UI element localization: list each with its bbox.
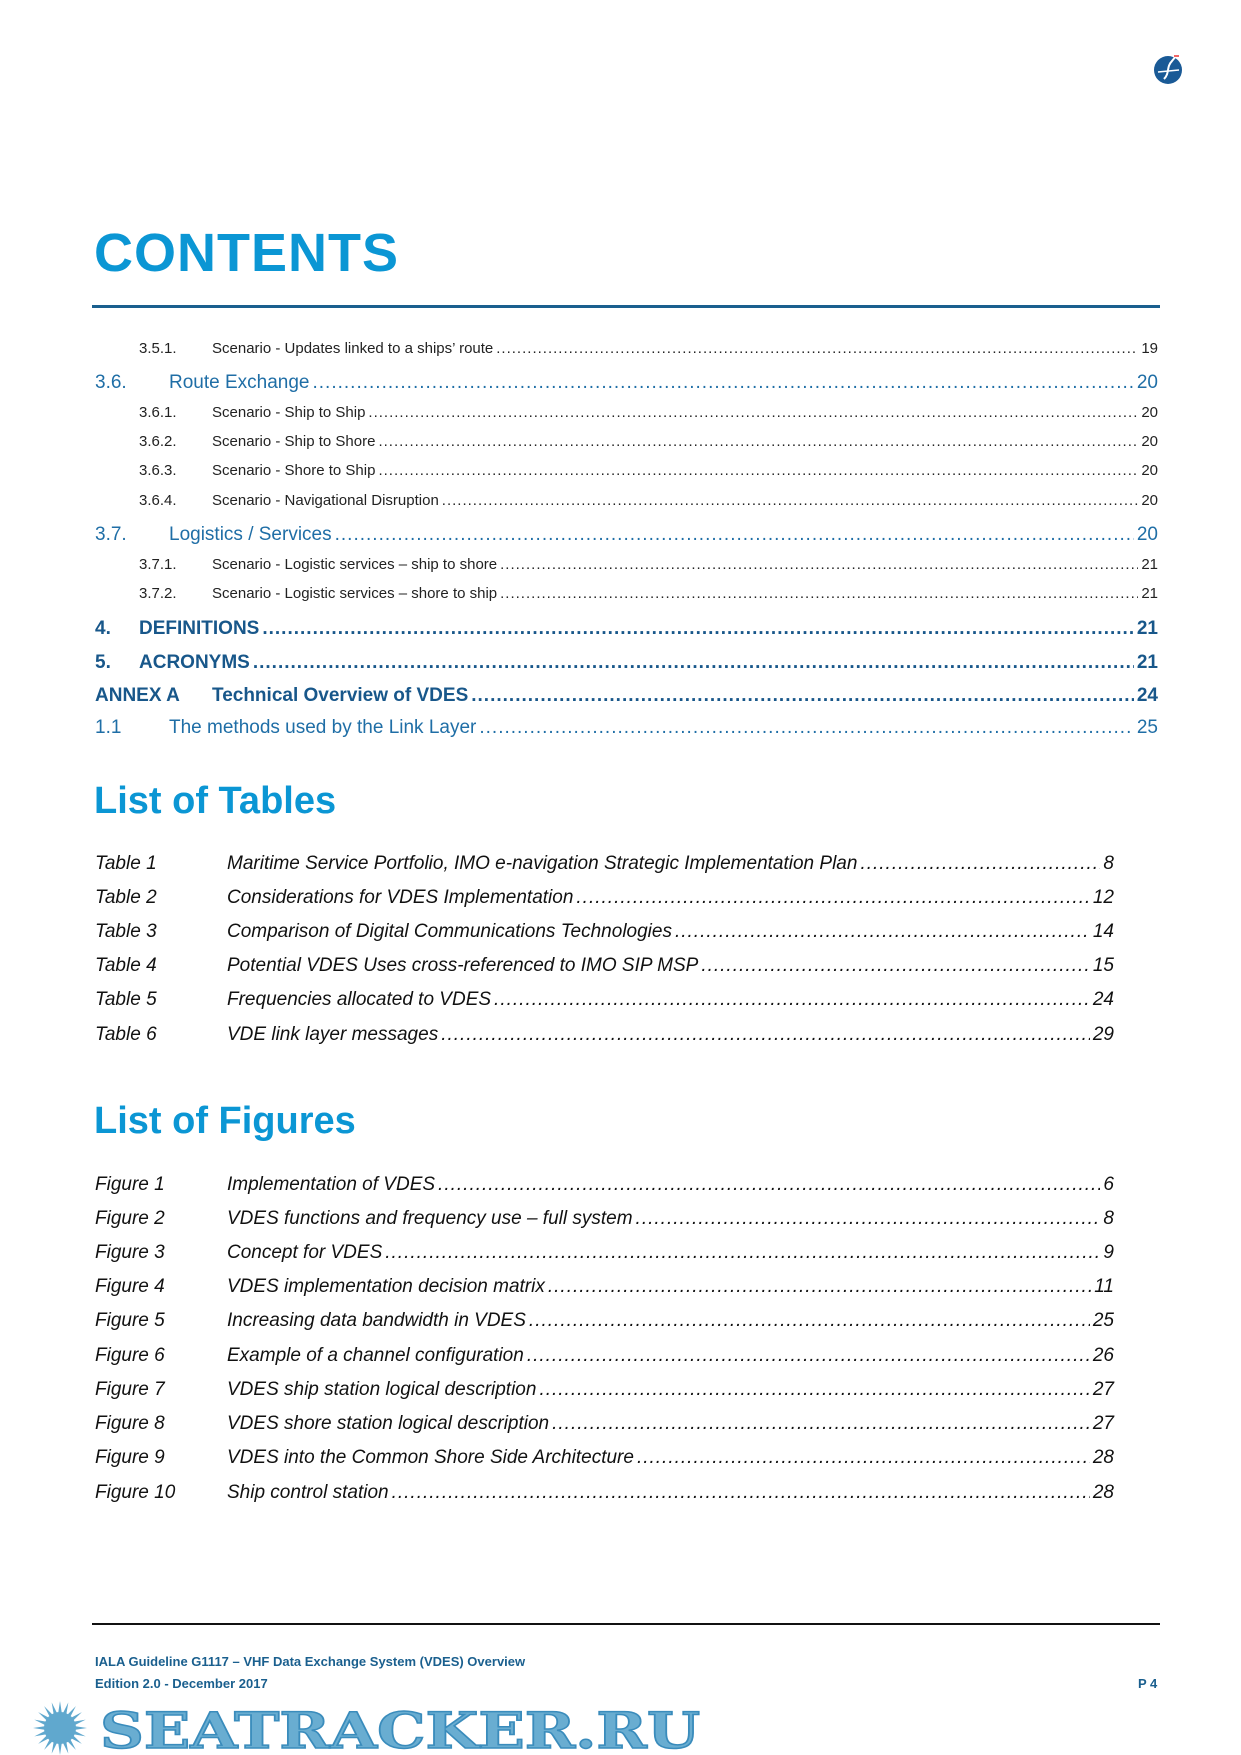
sun-ray xyxy=(58,1701,62,1714)
figure-list-entry[interactable] xyxy=(95,1379,1114,1401)
table-list-entry[interactable] xyxy=(95,887,1114,909)
leader-dots xyxy=(262,618,1134,640)
entry-number: 3.5.1. xyxy=(139,340,177,357)
figure-list-entry[interactable] xyxy=(95,1345,1114,1367)
toc-entry[interactable] xyxy=(139,404,1158,421)
entry-page-number: 8 xyxy=(1103,853,1114,874)
toc-entry[interactable] xyxy=(139,585,1158,602)
leader-dots xyxy=(529,1310,1090,1332)
sun-icon xyxy=(33,1701,87,1755)
leader-dots xyxy=(860,853,1100,875)
toc-entry[interactable] xyxy=(139,433,1158,450)
leader-dots xyxy=(438,1174,1100,1196)
leader-dots xyxy=(527,1345,1090,1367)
leader-dots xyxy=(576,887,1089,909)
leader-dots xyxy=(385,1242,1100,1264)
leader-dots xyxy=(496,340,1138,357)
entry-page-number: 24 xyxy=(1136,685,1158,706)
entry-title: Route Exchange xyxy=(169,372,310,393)
entry-number: 1.1 xyxy=(95,717,122,738)
sun-ray xyxy=(62,1741,68,1754)
figure-list-entry[interactable] xyxy=(95,1482,1114,1504)
entry-number: 3.6.3. xyxy=(139,462,177,479)
entry-page-number: 28 xyxy=(1092,1482,1114,1503)
sun-ray xyxy=(58,1742,62,1755)
entry-title: Logistics / Services xyxy=(169,524,332,545)
entry-number: Figure 7 xyxy=(95,1379,165,1400)
entry-title: Frequencies allocated to VDES xyxy=(227,989,492,1010)
toc-entry[interactable] xyxy=(139,340,1158,357)
entry-page-number: 9 xyxy=(1103,1242,1114,1263)
sun-ray xyxy=(70,1712,82,1721)
entry-title: Scenario - Navigational Disruption xyxy=(212,492,439,509)
entry-title: VDES functions and frequency use – full system xyxy=(227,1208,633,1229)
leader-dots xyxy=(548,1276,1091,1298)
leader-dots xyxy=(441,1024,1090,1046)
entry-page-number: 24 xyxy=(1092,989,1114,1010)
entry-number: Table 3 xyxy=(95,921,157,942)
toc-entry[interactable] xyxy=(139,492,1158,509)
leader-dots xyxy=(494,989,1090,1011)
entry-page-number: 27 xyxy=(1092,1413,1114,1434)
entry-title: Example of a channel configuration xyxy=(227,1345,524,1366)
figure-list-entry[interactable] xyxy=(95,1447,1114,1469)
entry-number: Table 5 xyxy=(95,989,157,1010)
entry-number: 5. xyxy=(95,652,111,673)
table-list-entry[interactable] xyxy=(95,921,1114,943)
entry-title: Technical Overview of VDES xyxy=(212,685,469,706)
figure-list-entry[interactable] xyxy=(95,1276,1114,1298)
entry-title: Scenario - Ship to Ship xyxy=(212,404,366,421)
entry-title: Scenario - Logistic services – ship to shore xyxy=(212,556,498,573)
footer-rule xyxy=(92,1623,1160,1625)
leader-dots xyxy=(675,921,1090,943)
entry-number: 3.7.2. xyxy=(139,585,177,602)
entry-page-number: 25 xyxy=(1092,1310,1114,1331)
sun-ray xyxy=(44,1738,53,1750)
entry-number: 3.6.4. xyxy=(139,492,177,509)
leader-dots xyxy=(392,1482,1090,1504)
sun-ray xyxy=(38,1712,50,1721)
entry-page-number: 20 xyxy=(1136,372,1158,393)
sun-ray xyxy=(52,1702,58,1715)
entry-number: ANNEX A xyxy=(95,685,180,706)
entry-title: Scenario - Ship to Shore xyxy=(212,433,376,450)
leader-dots xyxy=(368,404,1138,421)
entry-title: Comparison of Digital Communications Technologies xyxy=(227,921,672,942)
sun-ray xyxy=(73,1730,86,1736)
entry-page-number: 21 xyxy=(1141,585,1158,602)
entry-title: VDES implementation decision matrix xyxy=(227,1276,545,1297)
entry-number: 3.7.1. xyxy=(139,556,177,573)
leader-dots xyxy=(378,462,1138,479)
entry-page-number: 29 xyxy=(1092,1024,1114,1045)
table-list-entry[interactable] xyxy=(95,989,1114,1011)
entry-number: Table 1 xyxy=(95,853,157,874)
sun-ray xyxy=(62,1702,68,1715)
table-list-entry[interactable] xyxy=(95,853,1114,875)
sun-ray xyxy=(74,1726,87,1730)
toc-entry[interactable] xyxy=(95,652,1158,674)
entry-page-number: 21 xyxy=(1136,652,1158,673)
leader-dots xyxy=(552,1413,1090,1435)
sun-ray xyxy=(52,1741,58,1754)
sun-ray xyxy=(44,1706,53,1718)
entry-page-number: 20 xyxy=(1141,433,1158,450)
list-of-figures-heading: List of Figures xyxy=(94,1100,356,1142)
figure-list-entry[interactable] xyxy=(95,1413,1114,1435)
entry-number: Figure 5 xyxy=(95,1310,165,1331)
entry-number: Table 2 xyxy=(95,887,157,908)
figure-list-entry[interactable] xyxy=(95,1208,1114,1230)
leader-dots xyxy=(313,372,1134,394)
entry-title: ACRONYMS xyxy=(139,652,250,673)
entry-title: VDES ship station logical description xyxy=(227,1379,537,1400)
leader-dots xyxy=(701,955,1090,977)
entry-title: VDE link layer messages xyxy=(227,1024,439,1045)
contents-title: CONTENTS xyxy=(94,223,399,283)
toc-entry[interactable] xyxy=(95,717,1158,739)
footer-edition: Edition 2.0 - December 2017 xyxy=(95,1676,268,1691)
entry-title: VDES into the Common Shore Side Architecture xyxy=(227,1447,634,1468)
toc-entry[interactable] xyxy=(139,556,1158,573)
leader-dots xyxy=(253,652,1134,674)
entry-page-number: 21 xyxy=(1141,556,1158,573)
entry-title: Scenario - Shore to Ship xyxy=(212,462,376,479)
entry-title: Implementation of VDES xyxy=(227,1174,436,1195)
entry-number: Figure 10 xyxy=(95,1482,176,1503)
toc-entry[interactable] xyxy=(95,618,1158,640)
entry-page-number: 12 xyxy=(1092,887,1114,908)
entry-title: Scenario - Updates linked to a ships’ route xyxy=(212,340,494,357)
table-list-entry[interactable] xyxy=(95,1024,1114,1046)
entry-number: Figure 8 xyxy=(95,1413,165,1434)
entry-page-number: 11 xyxy=(1094,1276,1114,1297)
entry-number: Figure 1 xyxy=(95,1174,165,1195)
leader-dots xyxy=(636,1208,1101,1230)
entry-title: Concept for VDES xyxy=(227,1242,383,1263)
entry-title: Maritime Service Portfolio, IMO e-navigation Strategic Implementation Plan xyxy=(227,853,858,874)
sun-ray xyxy=(38,1735,50,1744)
entry-title: Potential VDES Uses cross-referenced to IMO SIP MSP xyxy=(227,955,699,976)
leader-dots xyxy=(471,685,1134,707)
entry-page-number: 20 xyxy=(1136,524,1158,545)
entry-page-number: 28 xyxy=(1092,1447,1114,1468)
title-rule xyxy=(92,305,1160,308)
seatracker-watermark xyxy=(0,1698,1241,1755)
entry-number: Figure 2 xyxy=(95,1208,165,1229)
entry-page-number: 19 xyxy=(1141,340,1158,357)
sun-ray xyxy=(33,1726,46,1730)
toc-entry[interactable] xyxy=(95,524,1158,546)
entry-title: Scenario - Logistic services – shore to ship xyxy=(212,585,498,602)
entry-number: 3.6. xyxy=(95,372,127,393)
sun-ray xyxy=(67,1706,76,1718)
entry-title: DEFINITIONS xyxy=(139,618,260,639)
leader-dots xyxy=(637,1447,1090,1469)
entry-page-number: 21 xyxy=(1136,618,1158,639)
entry-page-number: 8 xyxy=(1103,1208,1114,1229)
entry-page-number: 25 xyxy=(1136,717,1158,738)
leader-dots xyxy=(500,585,1138,602)
figure-list-entry[interactable] xyxy=(95,1310,1114,1332)
sun-ray xyxy=(34,1720,47,1726)
leader-dots xyxy=(335,524,1134,546)
entry-page-number: 6 xyxy=(1103,1174,1114,1195)
figure-list-entry[interactable] xyxy=(95,1174,1114,1196)
entry-number: 3.6.2. xyxy=(139,433,177,450)
sun-ray xyxy=(70,1735,82,1744)
sun-ray xyxy=(73,1720,86,1726)
figure-list-entry[interactable] xyxy=(95,1242,1114,1264)
entry-number: Figure 9 xyxy=(95,1447,165,1468)
entry-number: Table 4 xyxy=(95,955,157,976)
entry-number: Table 6 xyxy=(95,1024,157,1045)
leader-dots xyxy=(539,1379,1089,1401)
entry-page-number: 20 xyxy=(1141,492,1158,509)
entry-page-number: 14 xyxy=(1092,921,1114,942)
entry-page-number: 20 xyxy=(1141,462,1158,479)
entry-page-number: 26 xyxy=(1092,1345,1114,1366)
leader-dots xyxy=(442,492,1139,509)
toc-entry[interactable] xyxy=(139,462,1158,479)
entry-number: Figure 6 xyxy=(95,1345,165,1366)
toc-entry[interactable] xyxy=(95,685,1158,707)
footer-page-number: P 4 xyxy=(1138,1676,1158,1691)
entry-number: 3.7. xyxy=(95,524,127,545)
table-list-entry[interactable] xyxy=(95,955,1114,977)
entry-title: VDES shore station logical description xyxy=(227,1413,550,1434)
entry-page-number: 20 xyxy=(1141,404,1158,421)
leader-dots xyxy=(500,556,1138,573)
entry-number: 4. xyxy=(95,618,111,639)
iala-logo-icon xyxy=(1152,53,1184,85)
entry-title: Increasing data bandwidth in VDES xyxy=(227,1310,526,1331)
sun-ray xyxy=(34,1730,47,1736)
entry-number: Figure 4 xyxy=(95,1276,165,1297)
list-of-tables-heading: List of Tables xyxy=(94,780,337,822)
leader-dots xyxy=(378,433,1138,450)
entry-number: Figure 3 xyxy=(95,1242,165,1263)
entry-page-number: 15 xyxy=(1092,955,1114,976)
sun-ray xyxy=(67,1738,76,1750)
entry-title: Considerations for VDES Implementation xyxy=(227,887,574,908)
footer-doc-title: IALA Guideline G1117 – VHF Data Exchange System (VDES) Overview xyxy=(95,1654,526,1669)
toc-entry[interactable] xyxy=(95,372,1158,394)
entry-title: The methods used by the Link Layer xyxy=(169,717,477,738)
watermark-text: SEATRACKER.RU xyxy=(100,1701,700,1755)
entry-page-number: 27 xyxy=(1092,1379,1114,1400)
entry-title: Ship control station xyxy=(227,1482,389,1503)
leader-dots xyxy=(479,717,1134,739)
entry-number: 3.6.1. xyxy=(139,404,177,421)
